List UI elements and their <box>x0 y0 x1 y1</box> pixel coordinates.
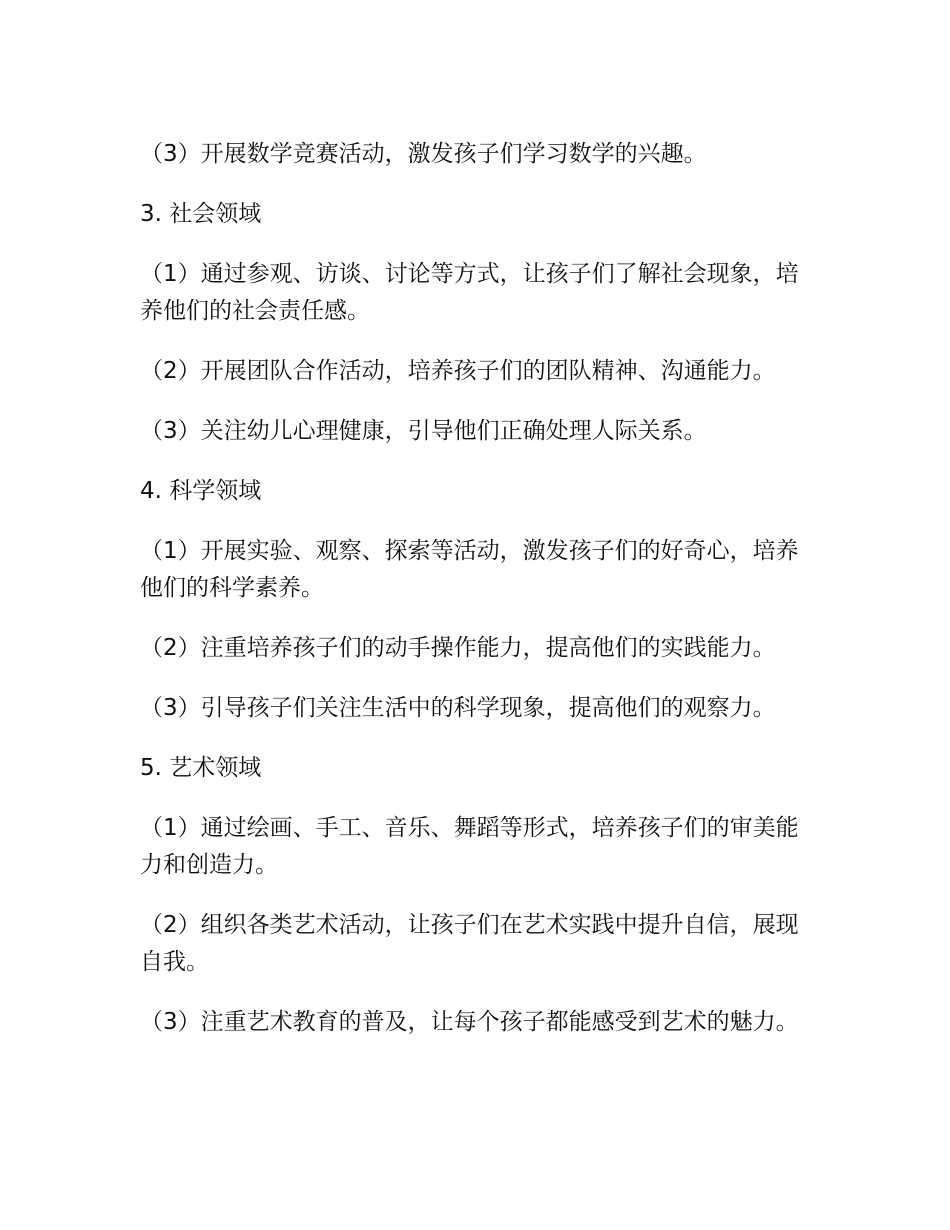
item-science-2: （2）注重培养孩子们的动手操作能力，提高他们的实践能力。 <box>140 635 776 661</box>
item-art-3: （3）注重艺术教育的普及，让每个孩子都能感受到艺术的魅力。 <box>140 1009 799 1035</box>
item-social-2: （2）开展团队合作活动，培养孩子们的团队精神、沟通能力。 <box>140 358 776 384</box>
item-social-1: （1）通过参观、访谈、讨论等方式，让孩子们了解社会现象，培养他们的社会责任感。 <box>140 261 799 324</box>
heading-science: 4. 科学领域 <box>140 478 262 504</box>
item-art-2: （2）组织各类艺术活动，让孩子们在艺术实践中提升自信，展现自我。 <box>140 912 799 975</box>
document-body <box>140 136 820 1064</box>
heading-art: 5. 艺术领域 <box>140 755 262 781</box>
item-science-3: （3）引导孩子们关注生活中的科学现象，提高他们的观察力。 <box>140 695 776 721</box>
heading-social: 3. 社会领域 <box>140 201 262 227</box>
item-science-1: （1）开展实验、观察、探索等活动，激发孩子们的好奇心，培养他们的科学素养。 <box>140 538 799 601</box>
item-art-1: （1）通过绘画、手工、音乐、舞蹈等形式，培养孩子们的审美能力和创造力。 <box>140 815 799 878</box>
item-social-3: （3）关注幼儿心理健康，引导他们正确处理人际关系。 <box>140 418 707 444</box>
item-math-3: （3）开展数学竞赛活动，激发孩子们学习数学的兴趣。 <box>140 141 707 167</box>
